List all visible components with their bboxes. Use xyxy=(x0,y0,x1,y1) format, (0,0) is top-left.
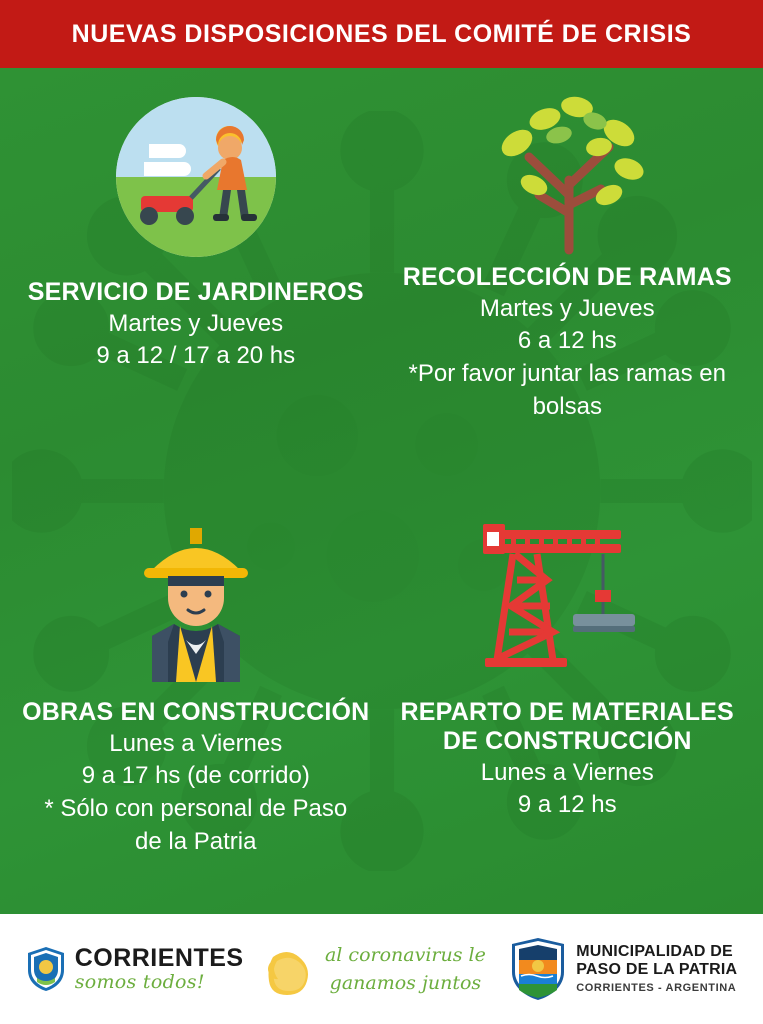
footer-logos xyxy=(0,914,763,1024)
municipalidad-line-1: MUNICIPALIDAD DE xyxy=(576,943,733,961)
service-line: Lunes a Viernes xyxy=(109,729,283,757)
service-line: Lunes a Viernes xyxy=(480,758,654,786)
service-card-ramas xyxy=(382,74,754,494)
service-title: REPARTO DE MATERIALES DE CONSTRUCCIÓN xyxy=(400,698,734,755)
service-title: RECOLECCIÓN DE RAMAS xyxy=(402,263,732,291)
service-card-obras xyxy=(10,494,382,914)
service-line: * Sólo con personal de Paso xyxy=(44,795,348,823)
slogan-line-1: al coronavirus le xyxy=(324,943,486,966)
main-content xyxy=(0,68,763,914)
service-line: 6 a 12 hs xyxy=(517,327,617,355)
municipalidad-crest-icon xyxy=(509,936,567,1002)
service-line: 9 a 17 hs (de corrido) xyxy=(81,762,310,790)
header-banner xyxy=(0,0,763,68)
campaign-slogan xyxy=(267,939,486,999)
service-title: SERVICIO DE JARDINEROS xyxy=(27,278,364,306)
service-card-jardineros xyxy=(10,74,382,494)
page-title: NUEVAS DISPOSICIONES DEL COMITÉ DE CRISIS xyxy=(71,19,692,48)
service-line: Martes y Jueves xyxy=(479,294,655,322)
service-card-materiales xyxy=(382,494,754,914)
service-line: bolsas xyxy=(532,392,602,420)
municipalidad-logo xyxy=(509,936,737,1002)
municipalidad-line-2: PASO DE LA PATRIA xyxy=(576,961,738,979)
corrientes-shield-icon xyxy=(26,946,66,992)
construction-worker-icon xyxy=(116,502,276,692)
corrientes-wordmark: CORRIENTES xyxy=(74,944,244,972)
services-grid xyxy=(0,68,763,914)
slogan-line-2: ganamos juntos xyxy=(329,972,482,994)
gardener-mowing-icon xyxy=(111,82,281,272)
service-line: Martes y Jueves xyxy=(108,309,284,337)
municipalidad-line-3: CORRIENTES - ARGENTINA xyxy=(576,982,737,995)
service-line: 9 a 12 / 17 a 20 hs xyxy=(96,342,296,370)
service-line: de la Patria xyxy=(135,827,257,855)
service-title: OBRAS EN CONSTRUCCIÓN xyxy=(22,698,370,726)
tree-branches-icon xyxy=(477,82,657,257)
construction-crane-icon xyxy=(477,502,657,692)
corrientes-tagline: somos todos! xyxy=(74,971,205,993)
service-line: 9 a 12 hs xyxy=(517,791,617,819)
flexed-arm-icon xyxy=(267,939,319,999)
corrientes-logo xyxy=(26,946,244,992)
service-line: *Por favor juntar las ramas en xyxy=(408,360,726,388)
